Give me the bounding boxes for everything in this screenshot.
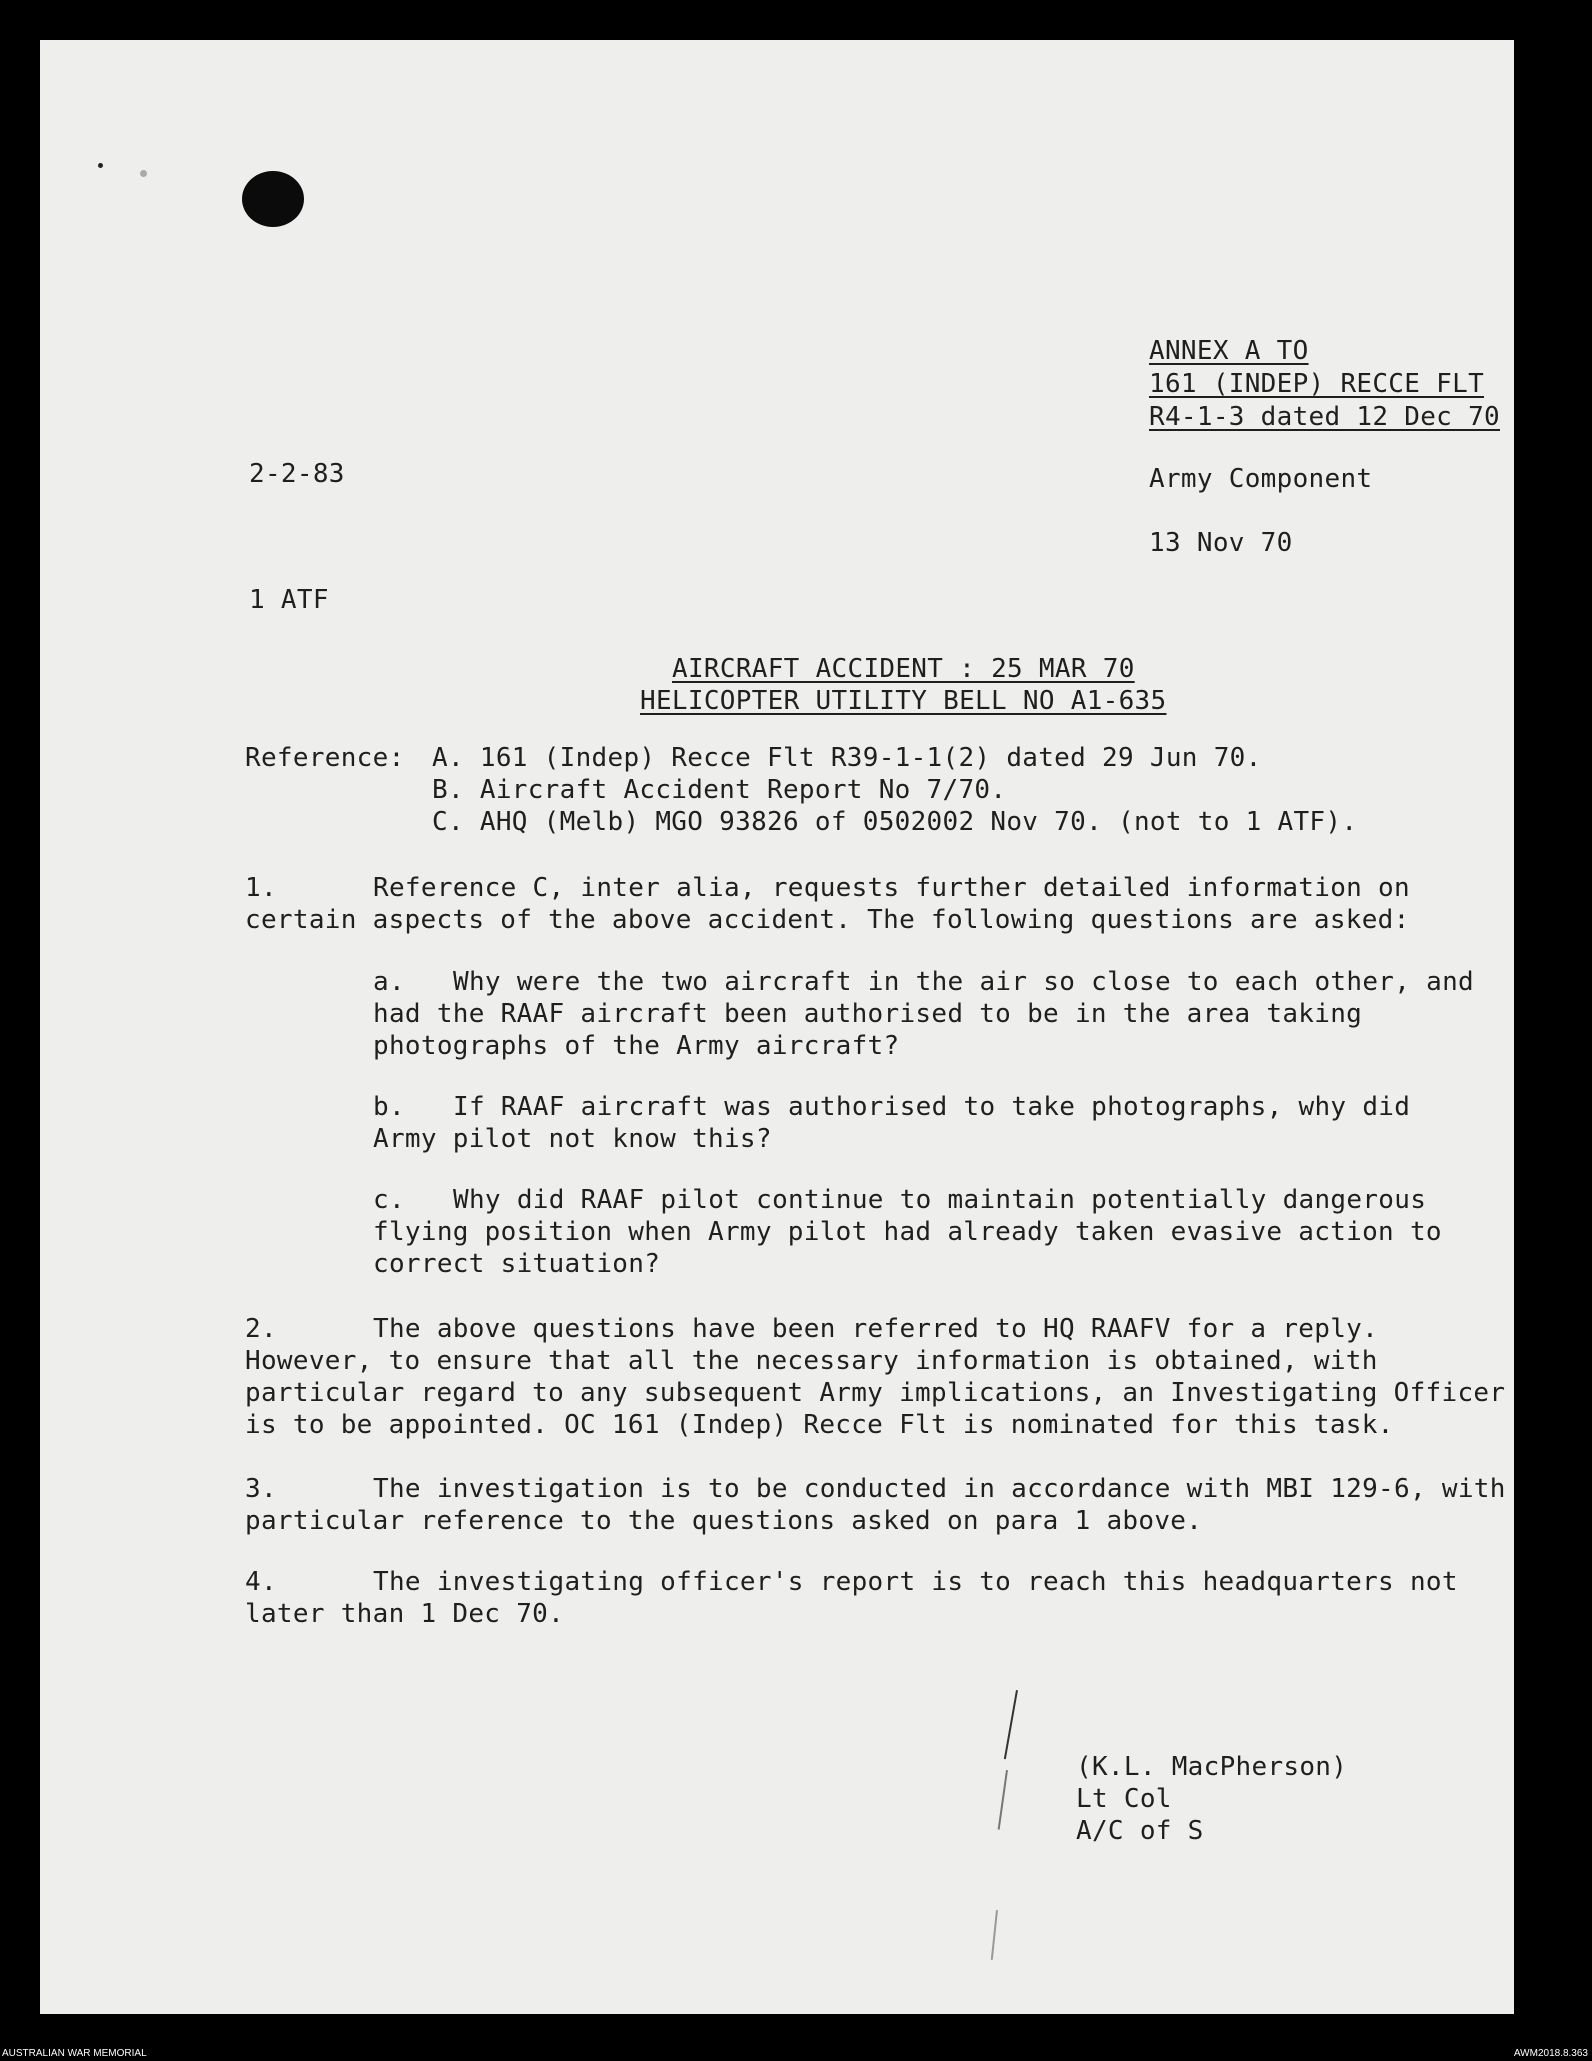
question-c-line2: flying position when Army pilot had already taken evasive action to xyxy=(373,1217,1442,1247)
para2-line1: The above questions have been referred to HQ RAAFV for a reply. xyxy=(373,1314,1379,1344)
question-c-letter: c. xyxy=(373,1185,405,1215)
question-b-line2: Army pilot not know this? xyxy=(373,1124,772,1154)
signatory-role: A/C of S xyxy=(1076,1816,1204,1846)
question-b-line1: If RAAF aircraft was authorised to take photographs, why did xyxy=(453,1092,1411,1122)
para2-number: 2. xyxy=(245,1314,277,1344)
para1-line2: certain aspects of the above accident. The following questions are asked: xyxy=(245,905,1410,935)
letter-date: 13 Nov 70 xyxy=(1149,528,1293,558)
para1-number: 1. xyxy=(245,873,277,903)
subject-line-1: AIRCRAFT ACCIDENT : 25 MAR 70 xyxy=(672,654,1135,684)
question-a-line3: photographs of the Army aircraft? xyxy=(373,1031,900,1061)
question-c-line3: correct situation? xyxy=(373,1249,661,1279)
punch-hole xyxy=(242,171,304,227)
reference-label: Reference: xyxy=(245,743,405,773)
addressee: 1 ATF xyxy=(249,585,329,615)
reference-a: A. 161 (Indep) Recce Flt R39-1-1(2) dated 29 Jun 70. xyxy=(432,743,1262,773)
annex-line-3: R4-1-3 dated 12 Dec 70 xyxy=(1149,402,1500,432)
para4-number: 4. xyxy=(245,1567,277,1597)
question-a-line2: had the RAAF aircraft been authorised to be in the area taking xyxy=(373,999,1363,1029)
annex-line-2: 161 (INDEP) RECCE FLT xyxy=(1149,369,1485,399)
para3-line2: particular reference to the questions asked on para 1 above. xyxy=(245,1506,1203,1536)
file-reference: 2-2-83 xyxy=(249,459,345,489)
question-b-letter: b. xyxy=(373,1092,405,1122)
para3-line1: The investigation is to be conducted in accordance with MBI 129-6, with xyxy=(373,1474,1506,1504)
paper-speck xyxy=(140,170,147,177)
annex-line-1: ANNEX A TO xyxy=(1149,336,1309,366)
signature-mark xyxy=(998,1770,1008,1830)
question-a-line1: Why were the two aircraft in the air so close to each other, and xyxy=(453,967,1475,997)
para4-line1: The investigating officer's report is to reach this headquarters not xyxy=(373,1567,1458,1597)
signature-mark xyxy=(1004,1690,1018,1759)
footer-right: AWM2018.8.363 xyxy=(1513,2048,1588,2059)
para1-line1: Reference C, inter alia, requests further detailed information on xyxy=(373,873,1410,903)
signatory-rank: Lt Col xyxy=(1076,1784,1172,1814)
question-a-letter: a. xyxy=(373,967,405,997)
document-page xyxy=(40,40,1514,2014)
para2-line4: is to be appointed. OC 161 (Indep) Recce Flt is nominated for this task. xyxy=(245,1410,1394,1440)
reference-b: B. Aircraft Accident Report No 7/70. xyxy=(432,775,1007,805)
sender: Army Component xyxy=(1149,464,1373,494)
question-c-line1: Why did RAAF pilot continue to maintain potentially dangerous xyxy=(453,1185,1427,1215)
para4-line2: later than 1 Dec 70. xyxy=(245,1599,565,1629)
para3-number: 3. xyxy=(245,1474,277,1504)
signatory-name: (K.L. MacPherson) xyxy=(1076,1752,1348,1782)
subject-line-2: HELICOPTER UTILITY BELL NO A1-635 xyxy=(640,686,1167,716)
reference-c: C. AHQ (Melb) MGO 93826 of 0502002 Nov 70. (not to 1 ATF). xyxy=(432,807,1358,837)
para2-line3: particular regard to any subsequent Army implications, an Investigating Officer xyxy=(245,1378,1506,1408)
para2-line2: However, to ensure that all the necessary information is obtained, with xyxy=(245,1346,1378,1376)
footer-left: AUSTRALIAN WAR MEMORIAL xyxy=(2,2048,147,2059)
paper-speck xyxy=(98,163,103,168)
signature-mark xyxy=(991,1910,998,1960)
